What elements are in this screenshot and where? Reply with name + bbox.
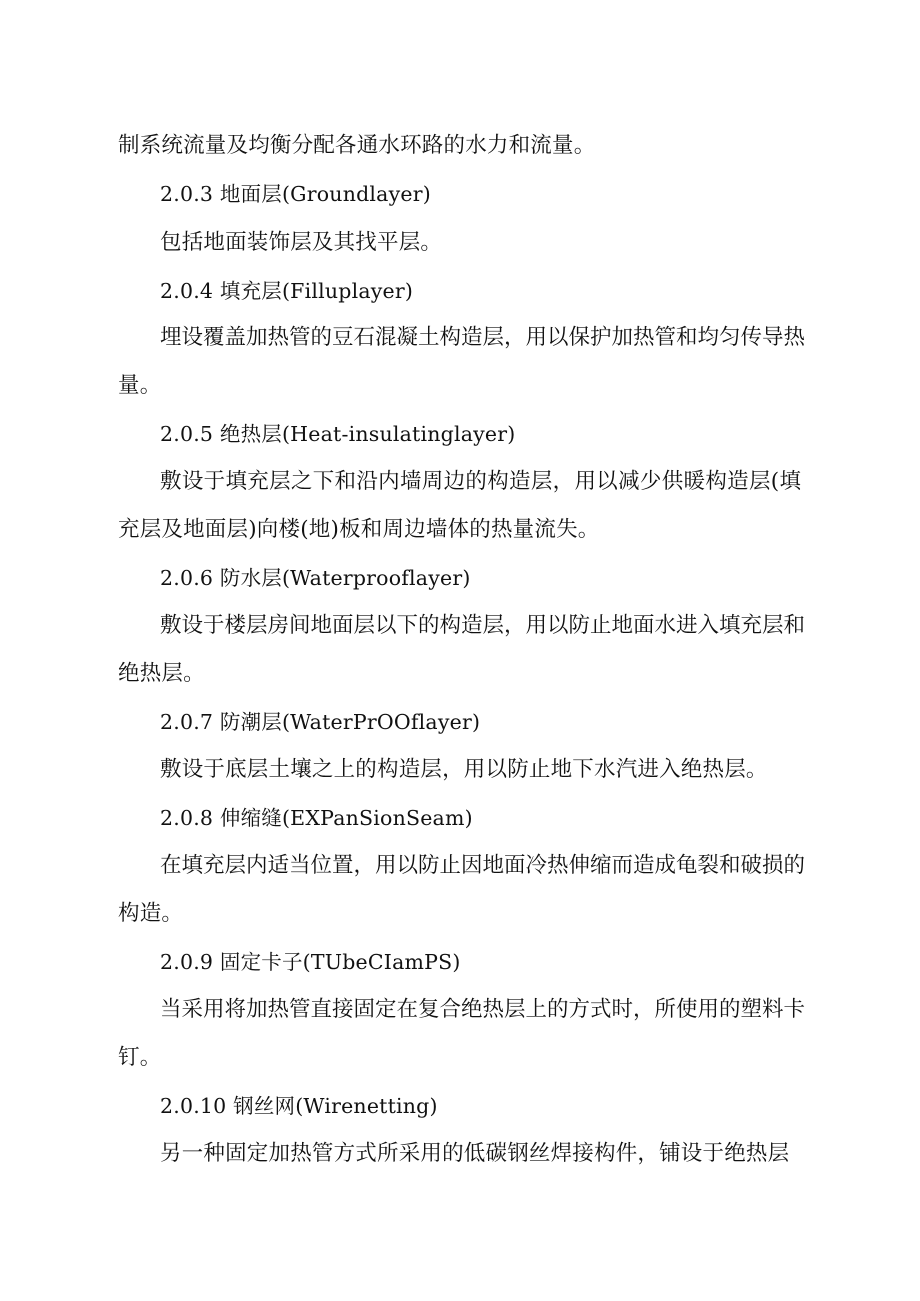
section-heading-2-0-3: 2.0.3 地面层(Groundlayer) (160, 182, 431, 206)
section-heading-2-0-8: 2.0.8 伸缩缝(EXPanSionSeam) (160, 806, 473, 830)
section-heading-2-0-9: 2.0.9 固定卡子(TUbeCIamPS) (160, 950, 461, 974)
section-heading-2-0-4: 2.0.4 填充层(Filluplayer) (160, 279, 414, 303)
paragraph-line: 充层及地面层)向楼(地)板和周边墙体的热量流失。 (118, 517, 600, 542)
paragraph-line: 敷设于填充层之下和沿内墙周边的构造层，用以减少供暖构造层(填 (160, 469, 801, 494)
paragraph-line: 敷设于底层土壤之上的构造层，用以防止地下水汽进入绝热层。 (160, 757, 768, 782)
paragraph-line: 当采用将加热管直接固定在复合绝热层上的方式时，所使用的塑料卡 (160, 997, 806, 1022)
paragraph-line: 制系统流量及均衡分配各通水环路的水力和流量。 (118, 133, 596, 158)
section-heading-2-0-7: 2.0.7 防潮层(WaterPrOOflayer) (160, 710, 481, 734)
section-heading-2-0-10: 2.0.10 钢丝网(Wirenetting) (160, 1094, 438, 1118)
paragraph-line: 绝热层。 (118, 661, 205, 686)
paragraph-line: 埋设覆盖加热管的豆石混凝土构造层，用以保护加热管和均匀传导热 (160, 325, 806, 350)
paragraph-line: 另一种固定加热管方式所采用的低碳钢丝焊接构件，铺设于绝热层 (160, 1141, 790, 1166)
section-heading-2-0-5: 2.0.5 绝热层(Heat-insulatinglayer) (160, 422, 516, 446)
paragraph-line: 构造。 (118, 901, 184, 926)
paragraph-line: 在填充层内适当位置，用以防止因地面冷热伸缩而造成龟裂和破损的 (160, 853, 806, 878)
section-heading-2-0-6: 2.0.6 防水层(Waterprooflayer) (160, 566, 471, 590)
paragraph-line: 量。 (118, 373, 162, 398)
paragraph-line: 钉。 (118, 1045, 162, 1070)
paragraph-line: 包括地面装饰层及其找平层。 (160, 230, 443, 255)
paragraph-line: 敷设于楼层房间地面层以下的构造层，用以防止地面水进入填充层和 (160, 613, 806, 638)
